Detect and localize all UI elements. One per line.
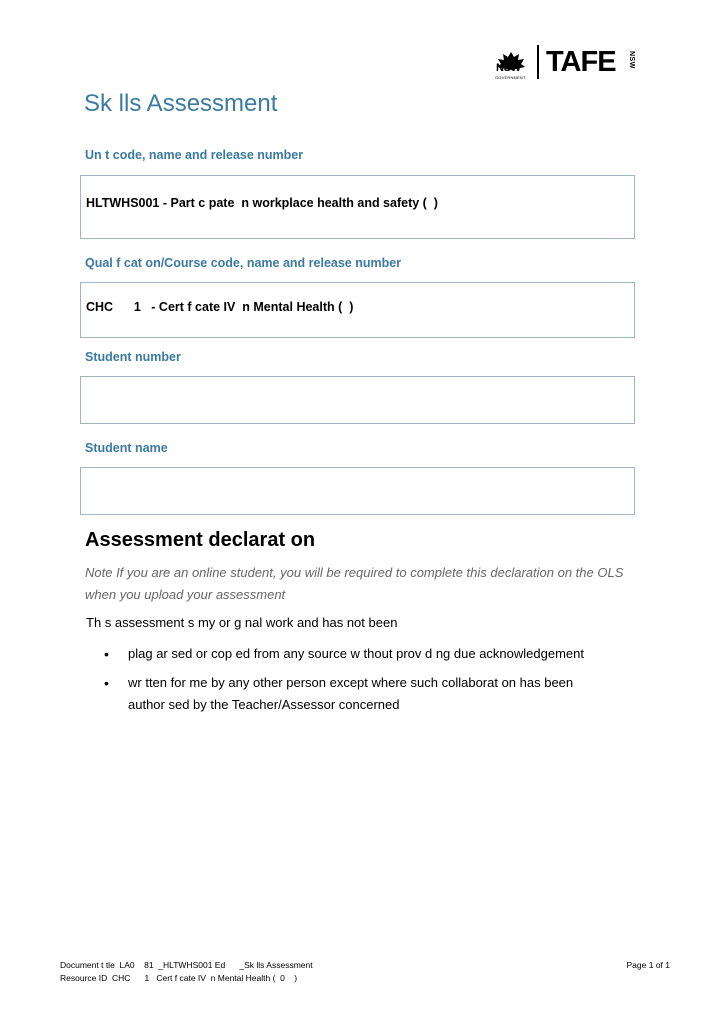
bullet-icon: •: [104, 646, 109, 662]
student-name-label: Student name: [85, 441, 168, 455]
page-title: Sk lls Assessment: [84, 90, 278, 117]
bullet-text: plag ar sed or cop ed from any source w thout prov d ng due acknowledgement: [128, 646, 584, 661]
unit-label: Un t code, name and release number: [85, 148, 304, 162]
page-number: Page 1 of 1: [626, 960, 670, 970]
bullet-icon: •: [104, 675, 109, 691]
logo-government-text: GOVERNMENT: [495, 75, 526, 80]
declaration-note: Note If you are an online student, you will be required to complete this declaration on the OLS when you upload your assessment: [85, 565, 624, 602]
logo-nsw-text: NSW: [496, 62, 521, 74]
logo-tafe-text: TAFE: [546, 46, 616, 78]
qualification-label: Qual f cat on/Course code, name and release number: [85, 256, 402, 270]
declaration-heading: Assessment declarat on: [85, 529, 316, 551]
logo-tafe-nsw-text: NSW: [628, 51, 635, 69]
declaration-intro: Th s assessment s my or g nal work and has not been: [86, 615, 398, 630]
footer-resource-id: Resource ID CHC 1 Cert f cate IV n Mental Health ( 0 ): [60, 973, 298, 983]
unit-value: HLTWHS001 - Part c pate n workplace health and safety ( ): [86, 196, 438, 210]
bullet-text: wr tten for me by any other person except where such collaborat on has been author sed by the Teacher/Assessor concerned: [128, 675, 574, 712]
student-number-field[interactable]: [80, 376, 635, 424]
qualification-field[interactable]: [80, 282, 635, 338]
logo-divider: [537, 45, 539, 79]
unit-field[interactable]: [80, 175, 635, 239]
student-name-field[interactable]: [80, 467, 635, 515]
footer-document-title: Document t tle LA0 81 _HLTWHS001 Ed _Sk lls Assessment: [60, 960, 313, 970]
tafe-nsw-logo: [494, 42, 648, 82]
qualification-value: CHC 1 - Cert f cate IV n Mental Health ( ): [86, 300, 354, 314]
student-number-label: Student number: [85, 350, 181, 364]
